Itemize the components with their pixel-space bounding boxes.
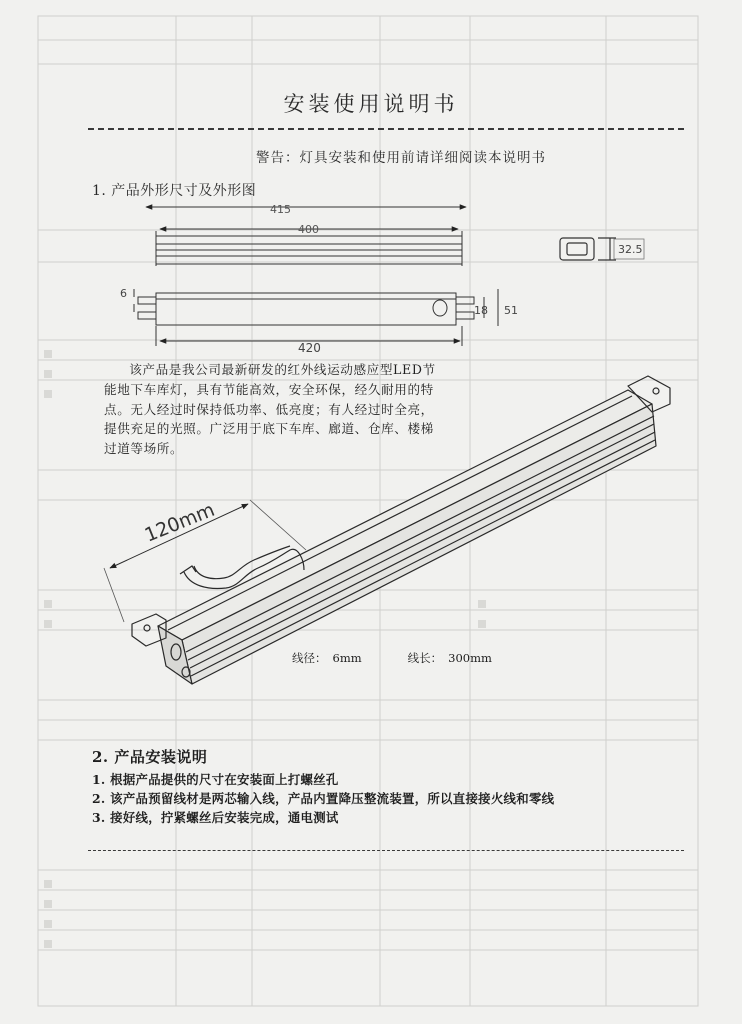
section1-heading: 1. 产品外形尺寸及外形图: [92, 183, 257, 199]
warning-text: 警告：灯具安装和使用前请详细阅读本说明书: [256, 150, 546, 166]
cable-length-value: 300mm: [448, 651, 492, 665]
lead-length-label: 120mm: [141, 498, 218, 547]
side-view: [134, 289, 498, 346]
side-view-body: [156, 293, 456, 325]
profile-width-label: 32.5: [618, 243, 643, 256]
height-a-label: 18: [474, 304, 488, 317]
cable-diameter-value: 6mm: [332, 651, 362, 665]
inner-length-label: 400: [298, 223, 319, 236]
bottom-divider: [88, 850, 684, 851]
overall-length-label: 415: [270, 203, 291, 216]
cable-length-label: 线长：: [407, 651, 443, 665]
cable-spec: [292, 650, 498, 666]
top-view: [146, 207, 466, 266]
height-b-label: 51: [504, 304, 518, 317]
mount-tab-label: 6: [120, 287, 127, 300]
end-profile: [560, 238, 616, 260]
install-step: 1. 根据产品提供的尺寸在安装面上打螺丝孔: [92, 772, 339, 787]
page-title: 安装使用说明书: [283, 92, 459, 116]
install-step: 3. 接好线，拧紧螺丝后安装完成，通电测试: [92, 810, 339, 825]
install-step: 2. 该产品预留线材是两芯输入线，产品内置降压整流装置，所以直接接火线和零线: [92, 791, 555, 806]
cable-diameter-label: 线径：: [292, 651, 327, 665]
section2-heading: 2. 产品安装说明: [92, 748, 208, 766]
bottom-length-label: 420: [298, 341, 321, 355]
product-intro: 该产品是我公司最新研发的红外线运动感应型LED节能地下车库灯，具有节能高效，安全环保，经久耐用的特点。无人经过时保持低功率、低亮度；有人经过时全亮，提供充足的光照。广泛用于底下车库、廊道、仓库、楼梯过道等场所。: [104, 362, 436, 457]
install-steps: [92, 770, 554, 827]
